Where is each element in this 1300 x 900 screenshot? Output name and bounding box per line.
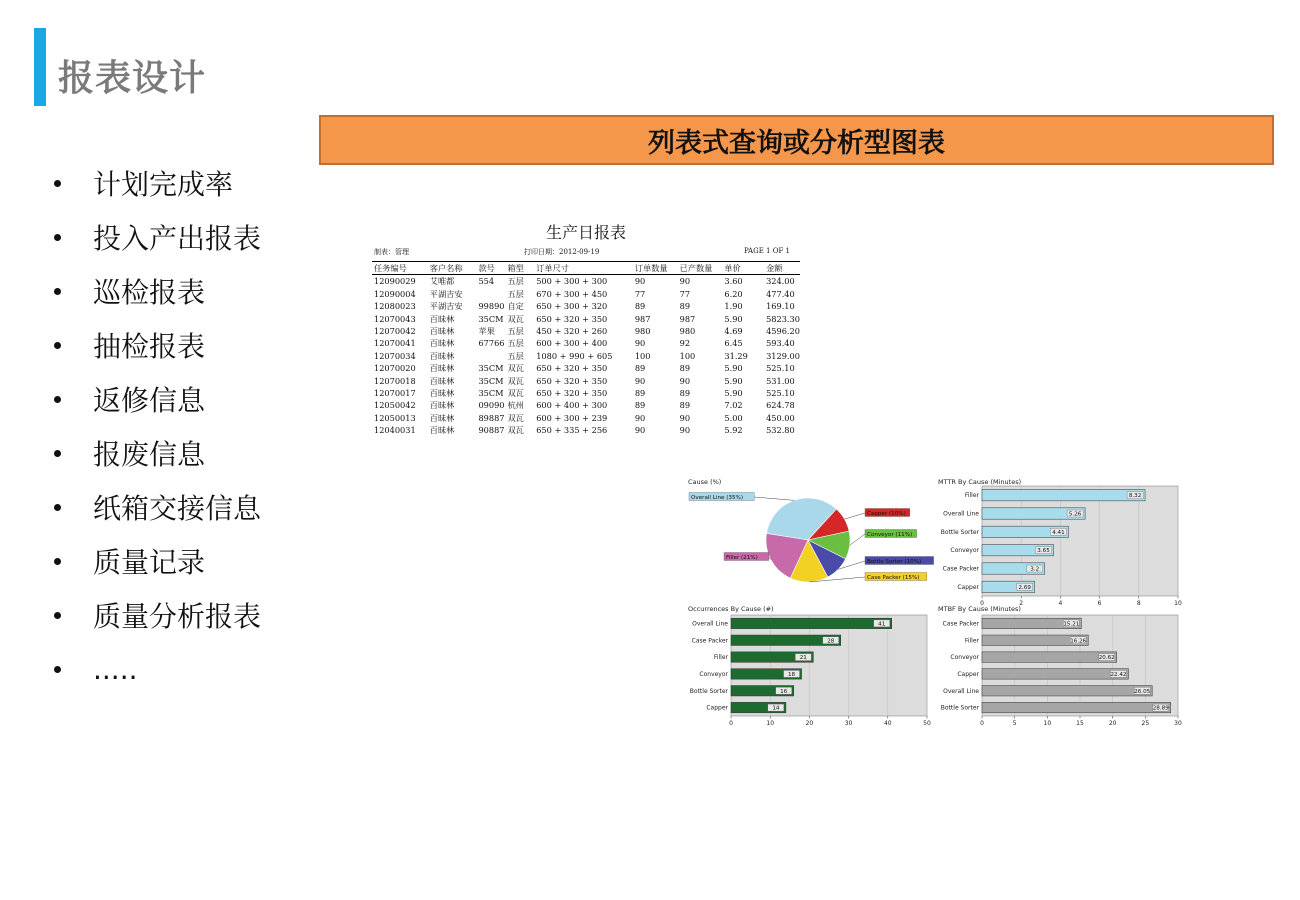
pie-slice-label: Overall Line (35%)	[691, 495, 744, 501]
value-label: 28.89	[1152, 705, 1169, 712]
pie-leader-line	[850, 534, 865, 545]
table-cell: 5823.30	[766, 313, 800, 324]
list-item	[48, 642, 261, 696]
category-label: Overall Line	[692, 620, 728, 628]
table-cell: 5.00	[724, 412, 743, 423]
bar	[982, 686, 1152, 696]
table-cell: 百昧林	[429, 313, 455, 324]
list-item	[48, 264, 261, 318]
tick-label: 30	[1174, 720, 1182, 727]
table-cell: 35CM	[478, 363, 504, 374]
table-cell: 650 + 320 + 350	[536, 313, 608, 324]
table-cell: 艾唯都	[429, 276, 455, 287]
table-cell: 77	[679, 288, 691, 299]
value-label: 16	[780, 688, 788, 695]
tick-label: 0	[980, 720, 984, 727]
table-cell: 90	[679, 412, 691, 423]
pie-slice-label: Conveyor (11%)	[867, 532, 913, 538]
table-cell: 600 + 400 + 300	[536, 400, 608, 411]
bullet-icon	[54, 612, 61, 619]
table-row	[372, 325, 800, 337]
table-cell: 双瓦	[507, 363, 524, 374]
table-cell: 12070034	[374, 350, 416, 361]
feature-list	[48, 156, 261, 696]
table-cell: 百昧林	[429, 326, 455, 337]
table-cell: 35CM	[478, 388, 504, 399]
table-cell: 100	[679, 350, 696, 361]
table-cell: 650 + 320 + 350	[536, 363, 608, 374]
table-cell: 90	[634, 338, 646, 349]
table-cell: 89	[679, 301, 691, 312]
table-cell	[476, 350, 505, 362]
list-item-label: 巡检报表	[93, 276, 206, 309]
table-cell: 双瓦	[507, 425, 524, 436]
table-column-header: 金额	[764, 262, 800, 275]
table-cell: 90	[679, 375, 691, 386]
table-cell: 1080 + 990 + 605	[536, 350, 613, 361]
table-cell: 980	[634, 326, 651, 337]
table-cell: 双瓦	[507, 313, 524, 324]
table-row	[372, 288, 800, 300]
report-maker: 制表：管理	[374, 248, 409, 256]
tick-label: 30	[844, 720, 853, 727]
table-cell: 双瓦	[507, 388, 524, 399]
list-item	[48, 426, 261, 480]
table-cell: 89	[679, 388, 691, 399]
table-cell: 12070020	[374, 363, 416, 374]
tick-label: 15	[1076, 720, 1084, 727]
bullet-icon	[54, 558, 61, 565]
table-cell: 双瓦	[507, 375, 524, 386]
table-cell: 百昧林	[429, 412, 455, 423]
table-cell: 525.10	[766, 363, 795, 374]
list-item	[48, 156, 261, 210]
table-cell: 6.20	[724, 288, 743, 299]
tick-label: 50	[923, 720, 931, 727]
table-cell: 500 + 300 + 300	[536, 276, 608, 287]
page-title: 报表设计	[58, 58, 207, 99]
category-label: Conveyor	[950, 654, 979, 662]
table-cell: 525.10	[766, 388, 795, 399]
list-item-label: 报废信息	[93, 438, 206, 471]
category-label: Case Packer	[942, 565, 979, 573]
tick-label: 40	[883, 720, 892, 727]
table-header-row	[372, 262, 800, 275]
table-cell: 99890	[478, 301, 505, 312]
table-cell: 12070017	[374, 388, 416, 399]
table-column-header: 单价	[722, 262, 764, 275]
table-column-header: 箱型	[505, 262, 534, 275]
list-item	[48, 210, 261, 264]
value-label: 26.05	[1134, 688, 1151, 695]
section-banner: 列表式查询或分析型图表	[319, 115, 1274, 165]
table-cell: 89887	[478, 412, 505, 423]
table-cell: 89	[634, 400, 646, 411]
table-cell: 650 + 320 + 350	[536, 388, 608, 399]
category-label: Conveyor	[950, 547, 979, 555]
value-label: 21	[799, 655, 807, 662]
table-cell: 90887	[478, 425, 505, 436]
table-row	[372, 275, 800, 288]
list-item-label: 计划完成率	[93, 168, 234, 201]
category-label: Bottle Sorter	[940, 704, 979, 712]
table-cell: 90	[679, 276, 691, 287]
table-cell: 77	[634, 288, 646, 299]
table-row	[372, 424, 800, 436]
list-item-label: 抽检报表	[93, 330, 206, 363]
table-cell: 600 + 300 + 400	[536, 338, 608, 349]
table-cell: 169.10	[766, 301, 795, 312]
table-row	[372, 412, 800, 424]
bullet-icon	[54, 342, 61, 349]
value-label: 3.2	[1030, 566, 1040, 573]
tick-label: 10	[766, 720, 775, 727]
table-cell: 31.29	[724, 350, 748, 361]
table-cell: 百昧林	[429, 350, 455, 361]
pie-slice-label: Bottle Sorter (10%)	[867, 559, 922, 565]
table-column-header: 订单尺寸	[534, 262, 633, 275]
table-cell: 987	[634, 313, 651, 324]
table-row	[372, 337, 800, 349]
bar-chart-title: MTBF By Cause (Minutes)	[938, 605, 1021, 613]
table-cell: 五层	[507, 276, 524, 287]
table-cell: 12080023	[374, 301, 416, 312]
value-label: 28	[827, 638, 835, 645]
list-item-label: 质量分析报表	[93, 600, 262, 633]
tick-label: 25	[1141, 720, 1150, 727]
table-cell: 09090	[478, 400, 505, 411]
list-item-label: 质量记录	[93, 546, 206, 579]
table-cell: 980	[679, 326, 696, 337]
list-item-label: 返修信息	[93, 384, 206, 417]
value-label: 16.26	[1070, 638, 1087, 645]
table-body	[372, 275, 800, 437]
tick-label: 20	[805, 720, 814, 727]
table-cell: 5.90	[724, 363, 743, 374]
table-row	[372, 362, 800, 374]
title-accent-bar	[34, 28, 46, 106]
list-item	[48, 318, 261, 372]
table-cell: 五层	[507, 338, 524, 349]
bullet-icon	[54, 288, 61, 295]
table-cell: 12070041	[374, 338, 416, 349]
value-label: 20.62	[1098, 655, 1115, 662]
analysis-charts	[686, 474, 1186, 734]
table-cell: 5.90	[724, 313, 743, 324]
table-cell: 12070042	[374, 326, 416, 337]
bar	[731, 618, 892, 628]
table-cell: 35CM	[478, 375, 504, 386]
table-cell: 89	[634, 301, 646, 312]
category-label: Filler	[713, 654, 728, 662]
table-row	[372, 300, 800, 312]
bar-chart-title: MTTR By Cause (Minutes)	[938, 478, 1022, 486]
table-cell: 五层	[507, 326, 524, 337]
category-label: Case Packer	[691, 637, 728, 645]
report-table	[372, 261, 800, 437]
table-cell: 百昧林	[429, 388, 455, 399]
bar	[982, 489, 1145, 500]
table-row	[372, 350, 800, 362]
table-cell: 554	[478, 276, 495, 287]
value-label: 3.65	[1037, 548, 1050, 555]
table-cell: 987	[679, 313, 696, 324]
bar-chart-title: Occurrences By Cause (#)	[688, 605, 774, 613]
tick-label: 8	[1136, 600, 1141, 607]
table-cell: 532.80	[766, 425, 795, 436]
bullet-icon	[54, 450, 61, 457]
table-cell: 670 + 300 + 450	[536, 288, 608, 299]
report-meta	[372, 247, 800, 261]
pie-chart-title: Cause (%)	[688, 478, 722, 486]
list-item	[48, 534, 261, 588]
category-label: Bottle Sorter	[689, 687, 728, 695]
table-column-header: 款号	[476, 262, 505, 275]
value-label: 14	[772, 705, 780, 712]
pie-leader-line	[844, 513, 865, 519]
list-item-label: 投入产出报表	[93, 222, 262, 255]
list-item	[48, 372, 261, 426]
table-cell: 650 + 335 + 256	[536, 425, 608, 436]
table-column-header: 任务编号	[372, 262, 428, 275]
table-cell: 92	[679, 338, 691, 349]
bullet-icon	[54, 396, 61, 403]
table-cell: 平湖吉安	[429, 301, 463, 312]
table-cell: 平湖吉安	[429, 288, 463, 299]
plot-area	[982, 486, 1178, 596]
category-label: Capper	[957, 583, 979, 591]
table-cell: 4596.20	[766, 326, 800, 337]
table-cell	[476, 288, 505, 300]
table-cell: 100	[634, 350, 651, 361]
bullet-icon	[54, 504, 61, 511]
table-cell: 12070018	[374, 375, 416, 386]
table-cell: 90	[634, 425, 646, 436]
category-label: Filler	[964, 492, 979, 500]
value-label: 8.32	[1128, 493, 1142, 500]
table-cell: 90	[634, 412, 646, 423]
table-column-header: 订单数量	[633, 262, 678, 275]
report-page-number: PAGE 1 OF 1	[743, 247, 790, 255]
table-cell: 650 + 320 + 350	[536, 375, 608, 386]
table-cell: 自定	[507, 301, 524, 312]
pie-slice-label: Case Packer (15%)	[867, 575, 920, 581]
table-cell: 12050013	[374, 412, 416, 423]
table-cell: 3129.00	[766, 350, 800, 361]
value-label: 15.21	[1063, 621, 1080, 628]
table-cell: 5.90	[724, 388, 743, 399]
table-cell: 67766	[478, 338, 505, 349]
list-item	[48, 480, 261, 534]
charts-svg	[686, 474, 1186, 734]
bar	[982, 702, 1171, 712]
bullet-icon	[54, 234, 61, 241]
table-row	[372, 399, 800, 411]
bar	[982, 652, 1117, 662]
report-title: 生产日报表	[545, 223, 626, 242]
table-cell: 苹果	[478, 326, 495, 337]
table-cell: 百昧林	[429, 338, 455, 349]
bullet-icon	[54, 666, 61, 673]
table-cell: 百昧林	[429, 375, 455, 386]
value-label: 4.41	[1052, 529, 1065, 536]
table-cell: 90	[679, 425, 691, 436]
table-cell: 12040031	[374, 425, 416, 436]
table-cell: 百昧林	[429, 400, 455, 411]
table-row	[372, 387, 800, 399]
value-label: 18	[787, 671, 796, 678]
table-row	[372, 375, 800, 387]
category-label: Conveyor	[699, 670, 728, 678]
tick-label: 6	[1097, 600, 1102, 607]
table-column-header: 已产数量	[678, 262, 723, 275]
table-cell: 89	[634, 363, 646, 374]
table-cell: 90	[634, 276, 646, 287]
table-cell: 3.60	[724, 276, 743, 287]
pie-slice-label: Capper (10%)	[867, 511, 906, 517]
table-cell: 6.45	[724, 338, 743, 349]
table-cell: 5.92	[724, 425, 743, 436]
table-cell: 五层	[507, 350, 524, 361]
bar	[982, 669, 1128, 679]
table-cell: 90	[634, 375, 646, 386]
table-cell: 杭州	[507, 400, 524, 411]
list-item-label: .....	[93, 652, 138, 686]
table-cell: 双瓦	[507, 412, 524, 423]
plot-area	[731, 615, 927, 716]
table-cell: 600 + 300 + 239	[536, 412, 608, 423]
table-cell: 324.00	[766, 276, 795, 287]
bullet-icon	[54, 180, 61, 187]
table-cell: 89	[679, 363, 691, 374]
table-cell: 5.90	[724, 375, 743, 386]
table-cell: 7.02	[724, 400, 743, 411]
table-cell: 12070043	[374, 313, 416, 324]
daily-production-report	[372, 220, 800, 437]
table-cell: 477.40	[766, 288, 795, 299]
tick-label: 10	[1174, 600, 1182, 607]
value-label: 2.69	[1018, 584, 1031, 591]
table-cell: 百昧林	[429, 363, 455, 374]
list-item-label: 纸箱交接信息	[93, 492, 262, 525]
category-label: Filler	[964, 637, 979, 645]
table-cell: 五层	[507, 288, 524, 299]
pie-leader-line	[754, 497, 794, 500]
table-column-header: 客户名称	[428, 262, 477, 275]
table-cell: 4.69	[724, 326, 743, 337]
category-label: Overall Line	[943, 510, 979, 518]
tick-label: 10	[1043, 720, 1052, 727]
table-cell: 593.40	[766, 338, 795, 349]
table-cell: 35CM	[478, 313, 504, 324]
tick-label: 0	[729, 720, 733, 727]
tick-label: 0	[980, 600, 984, 607]
tick-label: 4	[1058, 600, 1063, 607]
category-label: Overall Line	[943, 687, 979, 695]
table-row	[372, 313, 800, 325]
table-cell: 1.90	[724, 301, 743, 312]
table-cell: 531.00	[766, 375, 795, 386]
pie-slice-label: Filler (21%)	[726, 555, 758, 561]
tick-label: 2	[1019, 600, 1024, 607]
table-cell: 12050042	[374, 400, 416, 411]
value-label: 41	[878, 621, 886, 628]
category-label: Case Packer	[942, 620, 979, 628]
table-cell: 12090004	[374, 288, 416, 299]
category-label: Capper	[957, 670, 979, 678]
tick-label: 5	[1012, 720, 1017, 727]
tick-label: 20	[1108, 720, 1117, 727]
category-label: Capper	[706, 704, 728, 712]
table-cell: 百昧林	[429, 425, 455, 436]
list-item	[48, 588, 261, 642]
value-label: 5.26	[1068, 511, 1082, 518]
table-cell: 450 + 320 + 260	[536, 326, 608, 337]
table-cell: 12090029	[374, 276, 416, 287]
table-cell: 650 + 300 + 320	[536, 301, 608, 312]
report-print-date: 打印日期：2012-09-19	[524, 248, 600, 256]
table-cell: 89	[634, 388, 646, 399]
table-cell: 624.78	[766, 400, 795, 411]
category-label: Bottle Sorter	[940, 528, 979, 536]
value-label: 22.42	[1110, 671, 1127, 678]
table-cell: 450.00	[766, 412, 795, 423]
table-cell: 89	[679, 400, 691, 411]
